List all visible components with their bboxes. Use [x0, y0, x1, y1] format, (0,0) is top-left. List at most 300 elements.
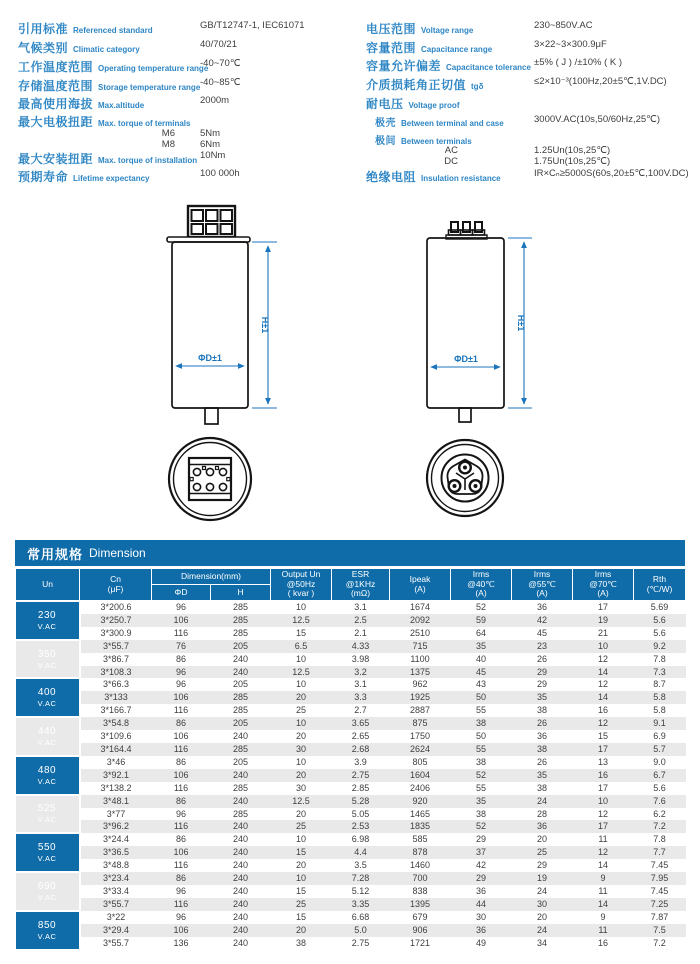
un-group-cell: 850 V.AC	[16, 911, 80, 950]
table-cell: 30	[271, 743, 332, 756]
un-group-cell: 480 V.AC	[16, 756, 80, 795]
spec-label-en: Capacitance range	[421, 45, 493, 54]
table-cell: 19	[573, 614, 634, 627]
table-row	[16, 614, 686, 627]
table-cell: 15	[296, 627, 307, 638]
table-cell: 16	[598, 937, 609, 948]
col-header-phid: ΦD	[152, 585, 211, 601]
table-cell: 3*133	[80, 691, 152, 704]
table-cell: 20	[537, 834, 548, 845]
table-cell: 86	[152, 795, 211, 808]
table-cell: 3.1	[354, 679, 367, 690]
spec-value: 100 000h	[200, 168, 240, 179]
table-cell: 1721	[410, 937, 431, 948]
table-cell: 2.85	[351, 782, 370, 793]
spec-label-en: Insulation resistance	[421, 174, 501, 183]
table-cell: 285	[211, 614, 271, 627]
table-cell: 6.5	[271, 640, 332, 653]
table-cell: 5.6	[653, 782, 666, 793]
table-cell: 10	[271, 872, 332, 885]
table-cell: 12.5	[271, 666, 332, 679]
table-row	[16, 833, 686, 846]
table-cell: 838	[412, 885, 428, 896]
table-cell: 14	[573, 666, 634, 679]
table-cell: 3*48.8	[102, 860, 130, 871]
table-cell: 24	[512, 924, 573, 937]
table-cell: 205	[232, 679, 249, 690]
table-cell: 7.28	[332, 872, 390, 885]
table-row	[16, 820, 686, 833]
technical-drawings	[0, 200, 700, 535]
spec-label-zh: 引用标准	[18, 22, 69, 36]
table-cell: 585	[412, 834, 428, 845]
table-cell: 2.53	[332, 820, 390, 833]
col-header-un: Un	[16, 569, 80, 601]
table-cell: 240	[232, 653, 249, 664]
table-cell: 116	[152, 898, 211, 911]
table-cell: 36	[451, 924, 512, 937]
table-cell: 10	[296, 834, 307, 845]
spec-label-en: Between terminals	[401, 137, 472, 146]
table-row	[16, 756, 686, 769]
table-cell: 240	[232, 731, 249, 742]
table-row	[16, 601, 686, 614]
table-cell: 205	[232, 756, 249, 767]
dimension-section	[15, 540, 685, 949]
table-cell: 3*250.7	[80, 614, 152, 627]
table-cell: 1835	[390, 820, 451, 833]
table-row	[16, 795, 686, 808]
spec-value: IR×Cₙ≥5000S(60s,20±5℃,100V.DC)	[534, 168, 689, 179]
col-header-irms70	[573, 569, 634, 601]
table-cell: 7.25	[634, 898, 686, 911]
table-cell: 285	[232, 705, 249, 716]
un-group-cell: 230 V.AC	[16, 601, 80, 640]
table-cell: 96	[175, 808, 186, 819]
spec-subkey: M8	[161, 139, 175, 150]
spec-value: -40~85℃	[200, 77, 241, 88]
table-cell: 106	[152, 691, 211, 704]
spec-row	[18, 95, 358, 112]
table-cell: 55	[451, 743, 512, 756]
table-cell: 12.5	[271, 795, 332, 808]
table-cell: 5.0	[332, 924, 390, 937]
table-cell: 96	[152, 666, 211, 679]
spec-label-en: Climatic category	[73, 45, 140, 54]
table-row	[16, 704, 686, 717]
table-cell: 20	[537, 911, 548, 922]
spec-label-zh: 最大电极扭距	[18, 115, 94, 129]
table-cell: 14	[573, 898, 634, 911]
spec-subrow	[366, 156, 696, 167]
table-cell: 20	[271, 769, 332, 782]
table-cell: 3*109.6	[100, 731, 132, 742]
table-cell: 20	[296, 860, 307, 871]
table-cell: 11	[573, 924, 634, 937]
table-cell: 1750	[410, 731, 431, 742]
table-cell: 285	[232, 602, 249, 612]
table-cell: 12.5	[271, 614, 332, 627]
table-cell: 15	[296, 885, 307, 896]
table-cell: 6.98	[351, 834, 370, 845]
table-cell: 3*29.4	[80, 924, 152, 937]
table-cell: 1674	[410, 602, 431, 612]
table-cell: 5.6	[634, 614, 686, 627]
table-cell: 45	[451, 666, 512, 679]
table-cell: 55	[476, 782, 487, 793]
table-cell: 29	[512, 666, 573, 679]
table-cell: 86	[175, 834, 186, 845]
capacitor-drawing-3-stud	[427, 222, 504, 422]
table-cell: 3.1	[354, 602, 367, 612]
table-row	[16, 782, 686, 795]
table-cell: 7.45	[650, 885, 669, 896]
un-group-cell: 550 V.AC	[16, 833, 80, 872]
table-cell: 9	[600, 911, 606, 922]
table-row	[16, 627, 686, 640]
table-cell: 4.4	[332, 846, 390, 859]
table-cell: 285	[232, 808, 249, 819]
table-cell: 64	[476, 627, 487, 638]
spec-label-en: Between terminal and case	[401, 119, 504, 128]
table-cell: 116	[152, 820, 211, 833]
spec-label-zh: 极壳	[375, 118, 396, 129]
spec-label-zh: 预期寿命	[18, 170, 69, 184]
table-cell: 3*66.3	[102, 679, 130, 690]
table-cell: 6.2	[653, 808, 666, 819]
spec-subrow	[366, 145, 696, 156]
header-line: ESR	[351, 569, 370, 580]
table-cell: 17	[598, 782, 609, 793]
table-cell: 920	[390, 795, 451, 808]
table-row	[16, 885, 686, 898]
table-cell: 36	[537, 731, 548, 742]
table-cell: 59	[451, 614, 512, 627]
table-cell: 15	[598, 731, 609, 742]
spec-label-zh: 介质损耗角正切值	[366, 78, 467, 92]
header-line: Irms	[533, 569, 551, 580]
table-cell: 3*92.1	[80, 769, 152, 782]
table-cell: 11	[598, 885, 608, 896]
dimension-table	[15, 568, 686, 949]
table-cell: 116	[173, 627, 189, 638]
table-cell: 86	[175, 653, 186, 664]
table-cell: 3*138.2	[100, 782, 132, 793]
header-line: (A)	[597, 588, 609, 599]
h-dimension-label: H±1	[260, 316, 270, 334]
table-cell: 240	[211, 769, 271, 782]
spec-subrow	[18, 139, 358, 150]
table-cell: 1395	[390, 898, 451, 911]
table-cell: 9.2	[634, 640, 686, 653]
table-row	[16, 808, 686, 821]
un-group-cell: 350 V.AC	[16, 640, 80, 679]
spec-value: 2000m	[200, 95, 230, 106]
table-cell: 96	[175, 679, 186, 690]
table-cell: 3*46	[106, 756, 126, 767]
table-cell: 12	[573, 717, 634, 730]
spec-row	[18, 58, 358, 75]
table-cell: 106	[152, 769, 211, 782]
table-cell: 24	[537, 885, 548, 896]
table-cell: 44	[451, 898, 512, 911]
header-line: (A)	[414, 583, 426, 594]
table-cell: 34	[537, 937, 548, 948]
table-cell: 52	[451, 820, 512, 833]
spec-row	[366, 95, 696, 112]
table-cell: 24	[512, 795, 573, 808]
table-cell: 285	[232, 782, 249, 793]
table-cell: 26	[537, 653, 548, 664]
table-row	[16, 678, 686, 691]
table-cell: 878	[390, 846, 451, 859]
header-line: (℃/W)	[646, 583, 673, 594]
col-header-output	[271, 569, 332, 601]
table-cell: 3*86.7	[102, 653, 130, 664]
spec-row	[366, 114, 696, 129]
table-cell: 240	[232, 885, 249, 896]
col-header-irms40	[451, 569, 512, 601]
table-cell: 2406	[410, 782, 431, 793]
spec-label-zh: 最高使用海拔	[18, 97, 94, 111]
spec-row	[18, 150, 358, 167]
table-cell: 715	[390, 640, 451, 653]
spec-subkey: DC	[444, 156, 458, 167]
table-cell: 3*108.3	[80, 666, 152, 679]
table-cell: 13	[598, 756, 609, 767]
table-cell: 25	[271, 898, 332, 911]
spec-value: 5Nm	[200, 128, 221, 139]
table-cell: 40	[476, 653, 487, 664]
spec-label-en: Operating temperature range	[98, 64, 209, 73]
table-cell: 7.6	[634, 795, 686, 808]
table-cell: 205	[211, 717, 271, 730]
table-cell: 240	[232, 937, 249, 948]
table-cell: 3*55.7	[80, 640, 152, 653]
table-title-zh: 常用规格	[27, 546, 84, 562]
header-line: Irms	[594, 569, 612, 580]
table-cell: 42	[512, 614, 573, 627]
table-cell: 50	[476, 731, 487, 742]
d-dimension-label: ΦD±1	[198, 353, 222, 363]
table-cell: 35	[451, 640, 512, 653]
header-line: Irms	[472, 569, 490, 580]
table-cell: 3.2	[332, 666, 390, 679]
table-cell: 12	[598, 653, 609, 664]
table-cell: 14	[598, 860, 609, 871]
table-cell: 3*164.4	[80, 743, 152, 756]
spec-label-zh: 耐电压	[366, 97, 404, 111]
header-line: (mΩ)	[350, 588, 371, 599]
table-cell: 7.7	[634, 846, 686, 859]
spec-label-zh: 工作温度范围	[18, 60, 94, 74]
table-cell: 116	[173, 782, 189, 793]
table-cell: 1925	[390, 691, 451, 704]
table-cell: 30	[512, 898, 573, 911]
table-cell: 3*36.5	[80, 846, 152, 859]
table-cell: 3*33.4	[102, 885, 130, 896]
table-cell: 76	[152, 640, 211, 653]
table-cell: 10	[296, 756, 307, 767]
table-cell: 240	[211, 924, 271, 937]
table-row	[16, 937, 686, 950]
table-cell: 17	[598, 602, 609, 612]
spec-row	[18, 39, 358, 56]
spec-value: -40~70℃	[200, 58, 241, 69]
table-cell: 2.65	[351, 731, 370, 742]
spec-label-zh: 极间	[375, 136, 396, 147]
table-cell: 5.6	[653, 627, 666, 638]
table-cell: 10	[296, 602, 307, 612]
table-cell: 962	[412, 679, 428, 690]
un-group-cell: 440 V.AC	[16, 717, 80, 756]
spec-label-en: Voltage range	[421, 26, 474, 35]
table-cell: 38	[451, 717, 512, 730]
spec-label-zh: 容量允许偏差	[366, 59, 442, 73]
table-cell: 9	[573, 872, 634, 885]
spec-label-zh: 绝缘电阻	[366, 170, 417, 184]
table-cell: 30	[476, 911, 487, 922]
table-cell: 10	[271, 717, 332, 730]
table-title-bar	[15, 540, 685, 566]
table-cell: 2.1	[354, 627, 367, 638]
table-cell: 6.7	[634, 769, 686, 782]
table-cell: 240	[211, 795, 271, 808]
table-cell: 116	[173, 705, 189, 716]
table-cell: 3.98	[351, 653, 370, 664]
table-row	[16, 924, 686, 937]
table-cell: 136	[173, 937, 189, 948]
table-row	[16, 666, 686, 679]
table-cell: 3*77	[106, 808, 126, 819]
table-cell: 20	[296, 808, 307, 819]
table-cell: 5.12	[351, 885, 370, 896]
table-cell: 1465	[410, 808, 431, 819]
table-cell: 7.2	[634, 820, 686, 833]
capacitor-drawing-6-terminal	[167, 206, 250, 424]
spec-row	[18, 77, 358, 94]
table-cell: 7.45	[650, 860, 669, 871]
table-cell: 86	[175, 756, 186, 767]
table-cell: 86	[152, 872, 211, 885]
table-cell: 106	[152, 614, 211, 627]
table-cell: 7.2	[653, 937, 666, 948]
table-cell: 240	[232, 834, 249, 845]
table-cell: 29	[476, 834, 487, 845]
table-row	[16, 730, 686, 743]
un-group-cell: 690 V.AC	[16, 872, 80, 911]
table-cell: 7.3	[634, 666, 686, 679]
table-cell: 15	[271, 846, 332, 859]
table-cell: 10	[573, 795, 634, 808]
table-cell: 38	[512, 743, 573, 756]
table-cell: 35	[451, 795, 512, 808]
table-cell: 8.7	[653, 679, 666, 690]
table-cell: 3*300.9	[100, 627, 132, 638]
table-cell: 45	[537, 627, 548, 638]
header-line: Cn	[110, 574, 121, 584]
table-cell: 7.8	[653, 653, 666, 664]
spec-row	[366, 76, 696, 93]
header-line: @40℃	[467, 578, 495, 589]
table-row	[16, 743, 686, 756]
header-line: (μF)	[107, 583, 124, 594]
table-cell: 3*55.7	[80, 898, 152, 911]
table-cell: 5.8	[653, 705, 666, 716]
col-header-dimension: Dimension(mm)	[152, 569, 271, 585]
table-cell: 3*24.4	[102, 834, 130, 845]
table-title-en: Dimension	[89, 546, 146, 560]
table-cell: 2.75	[351, 937, 370, 948]
col-header-ipeak	[390, 569, 451, 601]
table-cell: 2.7	[354, 705, 367, 716]
table-cell: 7.8	[653, 834, 666, 845]
table-cell: 3.65	[332, 717, 390, 730]
table-cell: 17	[573, 820, 634, 833]
table-cell: 29	[537, 679, 548, 690]
table-cell: 106	[173, 731, 189, 742]
table-cell: 14	[573, 691, 634, 704]
table-cell: 21	[598, 627, 609, 638]
table-cell: 10	[296, 653, 307, 664]
table-cell: 5.8	[634, 691, 686, 704]
table-cell: 35	[512, 769, 573, 782]
table-cell: 3.35	[332, 898, 390, 911]
table-cell: 38	[537, 782, 548, 793]
spec-label-en: Voltage proof	[408, 101, 460, 110]
table-cell: 38	[537, 705, 548, 716]
header-line: (A)	[536, 588, 548, 599]
table-cell: 96	[175, 602, 186, 612]
spec-value: 230~850V.AC	[534, 20, 593, 31]
table-cell: 2.68	[332, 743, 390, 756]
table-row	[16, 691, 686, 704]
table-cell: 15	[296, 911, 307, 922]
table-cell: 52	[451, 769, 512, 782]
table-row	[16, 859, 686, 872]
spec-row	[366, 39, 696, 56]
col-header-cn	[80, 569, 152, 601]
spec-subrow	[18, 128, 358, 139]
spec-value: 10Nm	[200, 150, 226, 161]
table-cell: 2.75	[332, 769, 390, 782]
table-cell: 17	[573, 743, 634, 756]
table-cell: 240	[211, 898, 271, 911]
table-cell: 4.33	[332, 640, 390, 653]
table-cell: 1375	[390, 666, 451, 679]
table-cell: 3.3	[332, 691, 390, 704]
table-cell: 2510	[410, 627, 431, 638]
col-header-h: H	[211, 585, 271, 601]
table-cell: 875	[390, 717, 451, 730]
table-cell: 38	[476, 756, 487, 767]
table-cell: 35	[512, 691, 573, 704]
table-cell: 116	[173, 860, 189, 871]
table-cell: 3*200.6	[100, 602, 132, 612]
table-cell: 3*55.7	[102, 937, 130, 948]
spec-value: GB/T12747-1, IEC61071	[200, 20, 305, 31]
spec-label-zh: 容量范围	[366, 41, 417, 55]
table-cell: 3*48.1	[80, 795, 152, 808]
bottom-view-6-terminal	[169, 438, 251, 520]
table-cell: 7.87	[650, 911, 669, 922]
table-cell: 9.0	[653, 756, 666, 767]
table-cell: 6.9	[653, 731, 666, 742]
table-cell: 285	[211, 743, 271, 756]
table-cell: 240	[211, 846, 271, 859]
col-header-esr	[332, 569, 390, 601]
table-cell: 11	[598, 834, 608, 845]
